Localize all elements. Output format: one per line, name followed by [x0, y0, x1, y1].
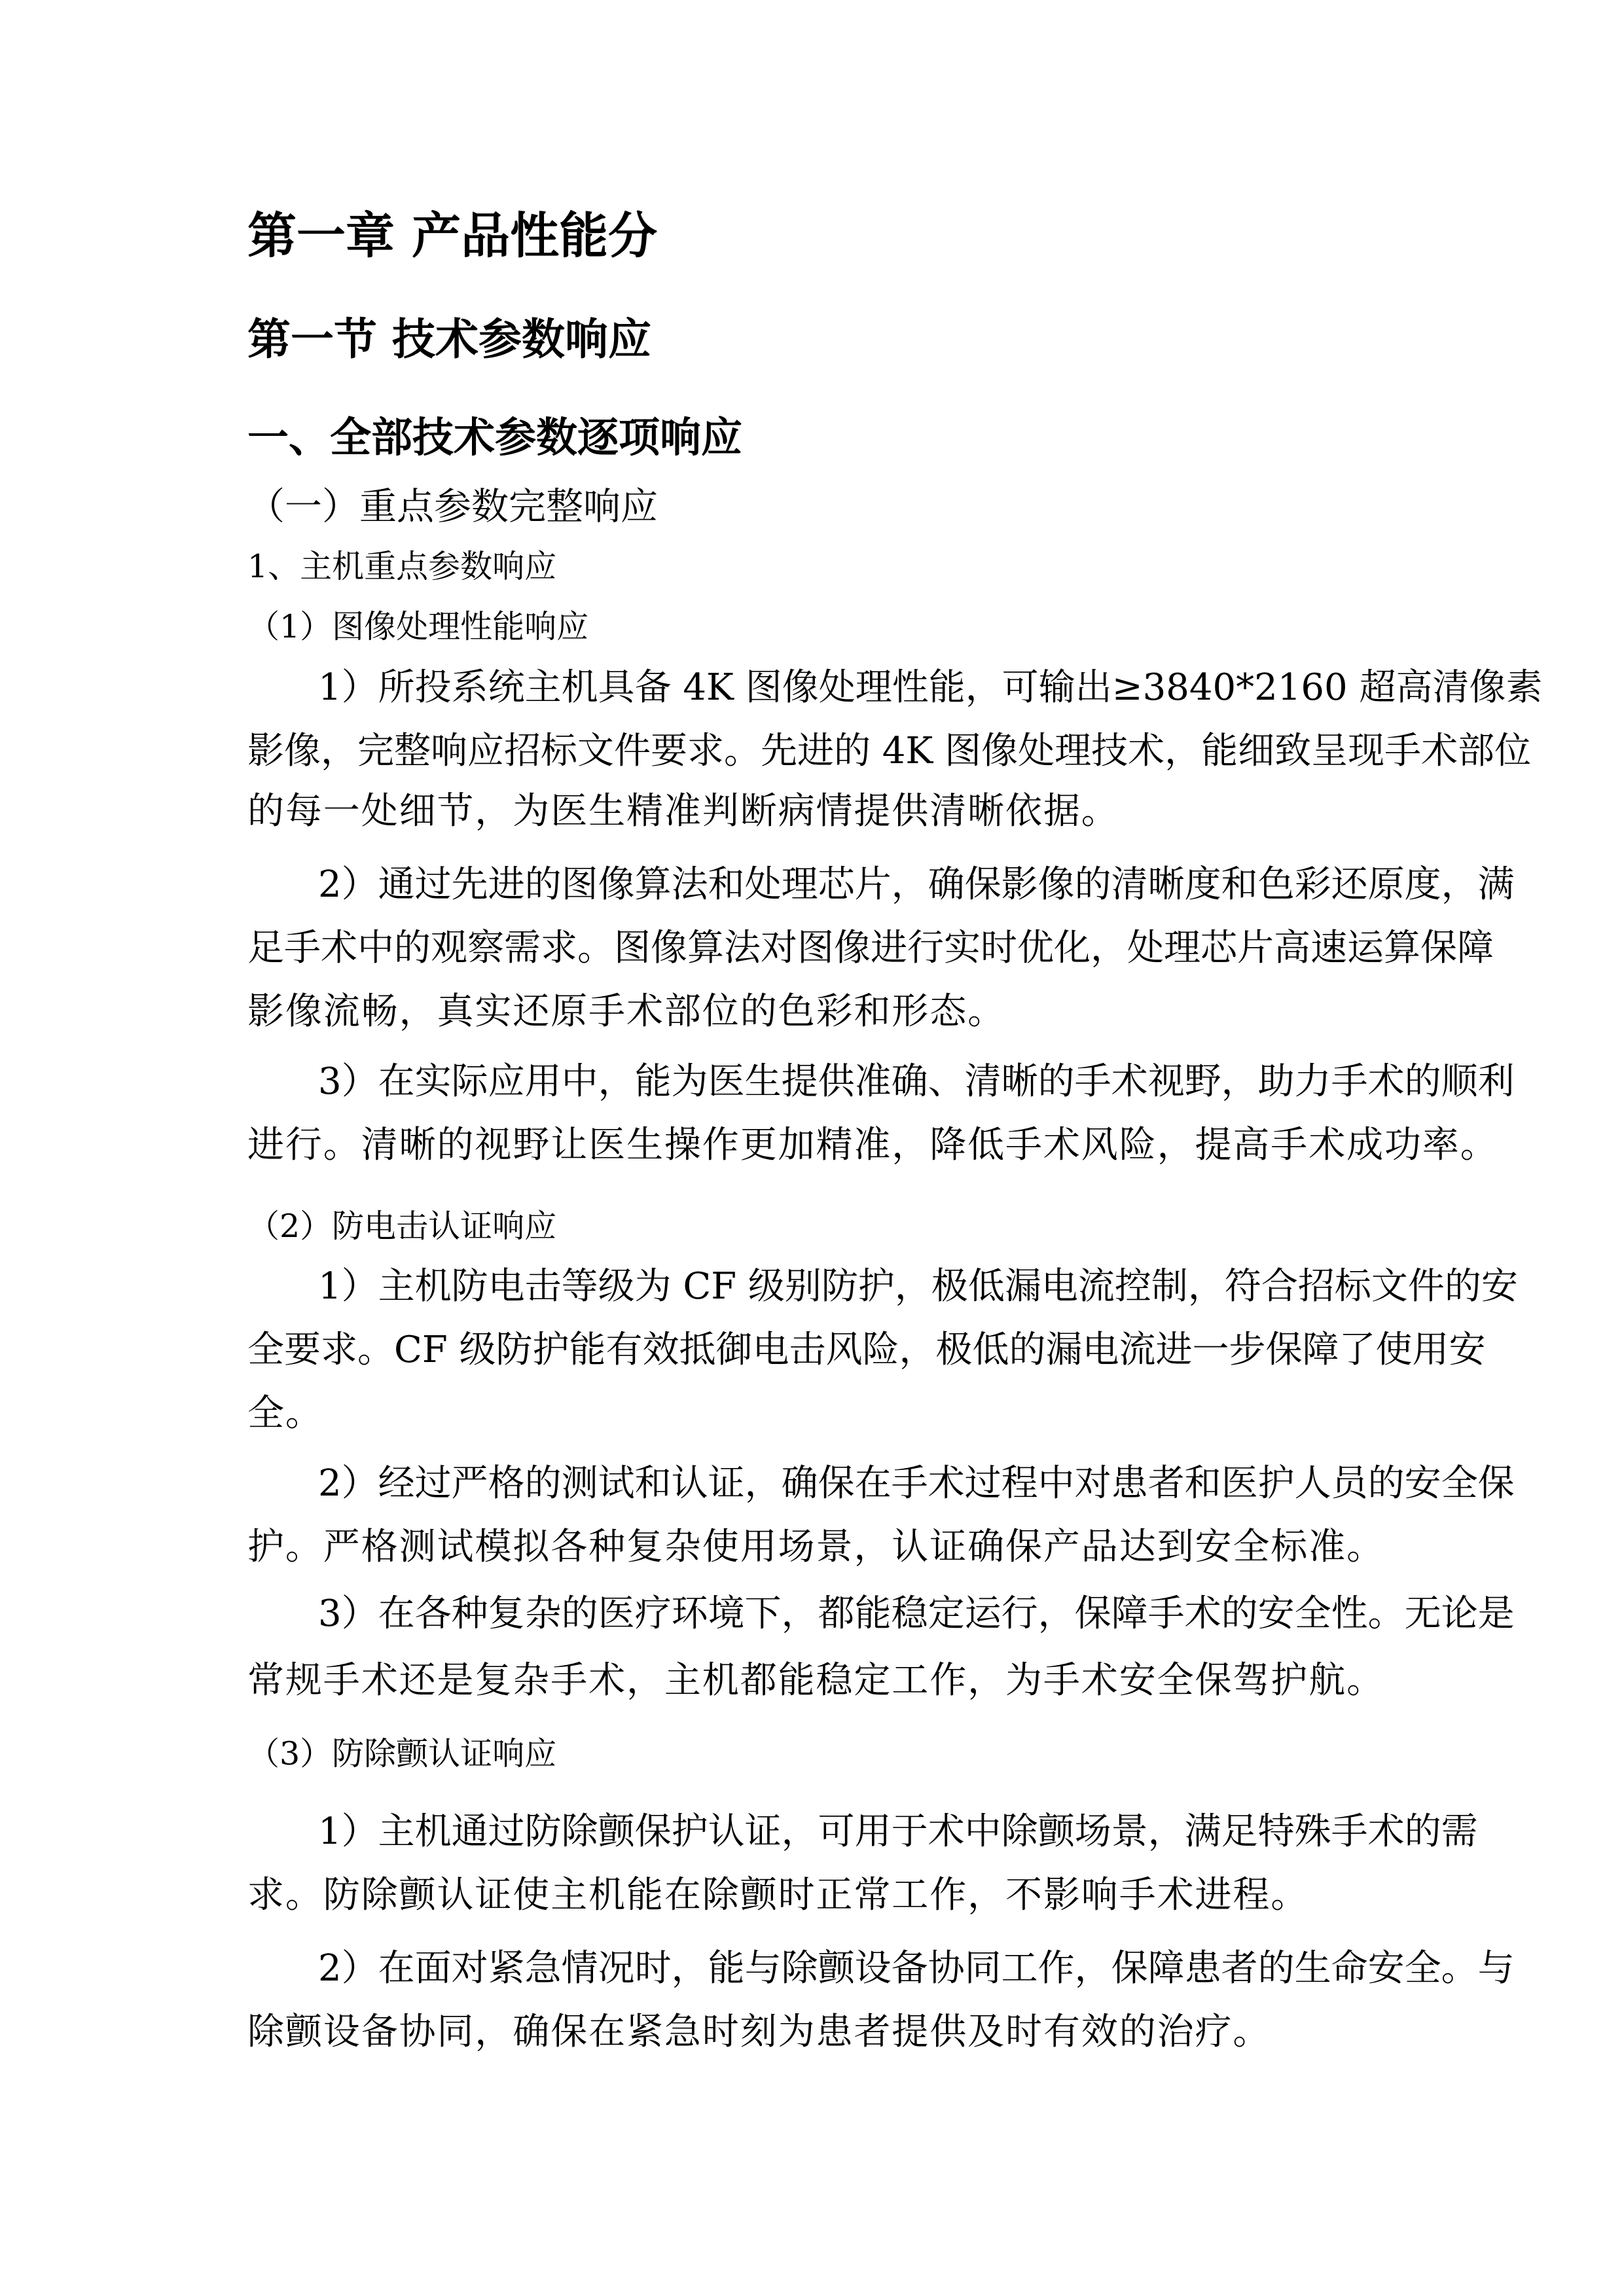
paragraph-line: 影像，完整响应招标文件要求。先进的 4K 图像处理技术，能细致呈现手术部位: [247, 730, 1532, 772]
part-title: （一）重点参数完整响应: [247, 485, 658, 528]
group-heading: （1）图像处理性能响应: [247, 608, 589, 645]
paragraph-line: 1）主机防电击等级为 CF 级别防护，极低漏电流控制，符合招标文件的安: [318, 1265, 1518, 1308]
paragraph-line: 2）经过严格的测试和认证，确保在手术过程中对患者和医护人员的安全保: [318, 1462, 1515, 1505]
paragraph-line: 常规手术还是复杂手术，主机都能稳定工作，为手术安全保驾护航。: [247, 1659, 1384, 1702]
paragraph-line: 3）在各种复杂的医疗环境下，都能稳定运行，保障手术的安全性。无论是: [318, 1592, 1515, 1635]
paragraph-line: 全。: [247, 1392, 323, 1435]
paragraph-line: 进行。清晰的视野让医生操作更加精准，降低手术风险，提高手术成功率。: [247, 1124, 1498, 1166]
section-title: 第一节 技术参数响应: [247, 314, 651, 365]
paragraph-line: 除颤设备协同，确保在紧急时刻为患者提供及时有效的治疗。: [247, 2011, 1271, 2053]
paragraph-line: 影像流畅，真实还原手术部位的色彩和形态。: [247, 990, 1005, 1033]
subsection-title: 一、全部技术参数逐项响应: [247, 413, 742, 461]
group-heading: （2）防电击认证响应: [247, 1208, 557, 1245]
paragraph-line: 1）所投系统主机具备 4K 图像处理性能，可输出≥3840*2160 超高清像素: [318, 666, 1543, 709]
paragraph-line: 足手术中的观察需求。图像算法对图像进行实时优化，处理芯片高速运算保障: [247, 927, 1494, 969]
paragraph-line: 护。严格测试模拟各种复杂使用场景，认证确保产品达到安全标准。: [247, 1526, 1384, 1568]
item-title: 1、主机重点参数响应: [247, 548, 557, 585]
chapter-title: 第一章 产品性能分: [247, 207, 658, 264]
paragraph-line: 2）在面对紧急情况时，能与除颤设备协同工作，保障患者的生命安全。与: [318, 1947, 1515, 1990]
paragraph-line: 全要求。CF 级防护能有效抵御电击风险，极低的漏电流进一步保障了使用安: [247, 1329, 1486, 1371]
group-heading: （3）防除颤认证响应: [247, 1735, 557, 1772]
paragraph-line: 1）主机通过防除颤保护认证，可用于术中除颤场景，满足特殊手术的需: [318, 1810, 1478, 1853]
paragraph-line: 3）在实际应用中，能为医生提供准确、清晰的手术视野，助力手术的顺利: [318, 1060, 1515, 1103]
paragraph-line: 的每一处细节，为医生精准判断病情提供清晰依据。: [247, 790, 1119, 833]
paragraph-line: 2）通过先进的图像算法和处理芯片，确保影像的清晰度和色彩还原度，满: [318, 863, 1515, 906]
paragraph-line: 求。防除颤认证使主机能在除颤时正常工作，不影响手术进程。: [247, 1874, 1309, 1916]
